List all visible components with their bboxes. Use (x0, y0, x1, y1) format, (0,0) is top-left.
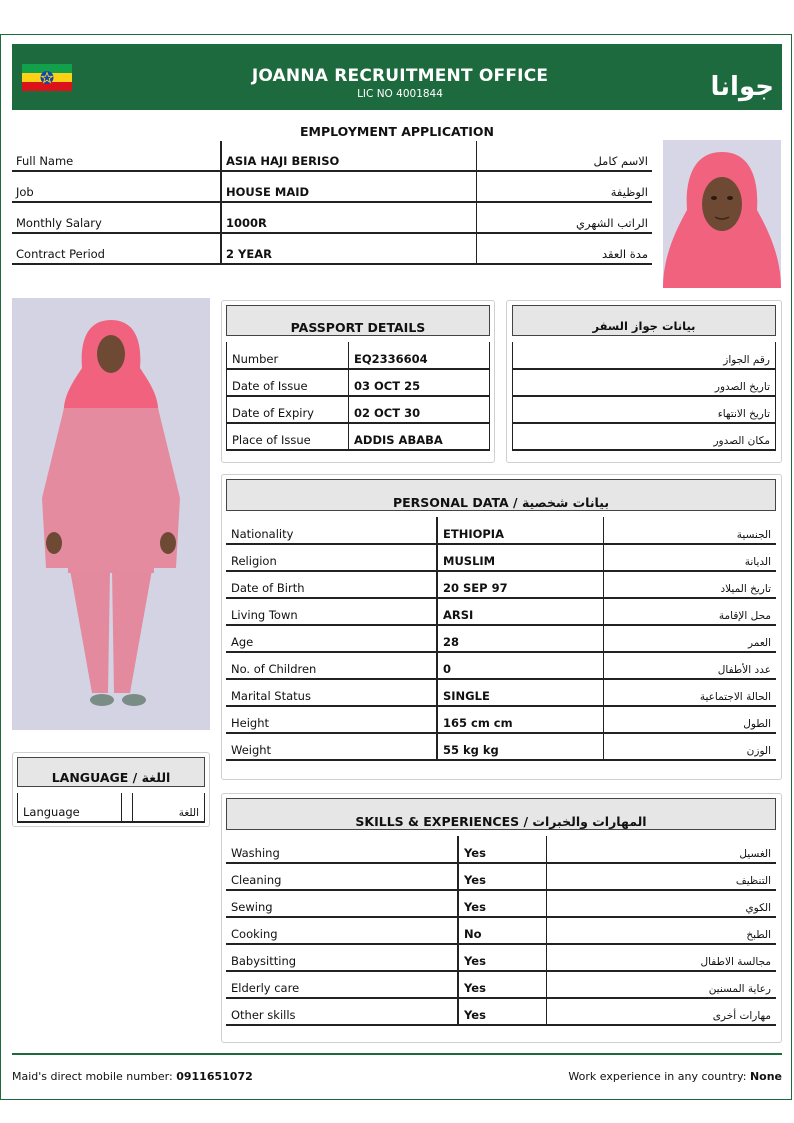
contract-value: 2 YEAR (221, 233, 477, 264)
language-ar: اللغة (133, 793, 205, 822)
experience-info (568, 1070, 782, 1083)
cleaning-ar: التنظيف (546, 863, 776, 890)
issue-date-label: Date of Issue (227, 369, 349, 396)
table-row (226, 733, 776, 760)
elderly-care-label: Elderly care (226, 971, 458, 998)
office-name: JOANNA RECRUITMENT OFFICE (251, 66, 549, 86)
full-name-value: ASIA HAJI BERISO (221, 141, 477, 171)
brand-block (240, 66, 560, 100)
cooking-value: No (458, 917, 546, 944)
nationality-value: ETHIOPIA (437, 517, 603, 544)
personal-table (226, 517, 776, 761)
expiry-date-label: Date of Expiry (227, 396, 349, 423)
sewing-value: Yes (458, 890, 546, 917)
language-label: Language (18, 793, 122, 822)
age-ar: العمر (603, 625, 776, 652)
salary-value: 1000R (221, 202, 477, 233)
dob-ar: تاريخ الميلاد (603, 571, 776, 598)
elderly-care-value: Yes (458, 971, 546, 998)
table-row (226, 652, 776, 679)
contract-label: Contract Period (12, 233, 221, 264)
language-title: LANGUAGE / اللغة (17, 757, 205, 787)
experience-value: None (749, 1070, 782, 1083)
salary-label: Monthly Salary (12, 202, 221, 233)
height-ar: الطول (603, 706, 776, 733)
table-row (227, 342, 490, 369)
religion-value: MUSLIM (437, 544, 603, 571)
passport-title: PASSPORT DETAILS (226, 305, 490, 336)
table-row (226, 706, 776, 733)
table-row (226, 625, 776, 652)
table-row (18, 793, 205, 822)
skills-table (226, 836, 776, 1026)
weight-label: Weight (226, 733, 437, 760)
elderly-care-ar: رعاية المسنين (546, 971, 776, 998)
table-row (226, 971, 776, 998)
table-row (513, 342, 776, 369)
table-row (226, 890, 776, 917)
table-row (226, 544, 776, 571)
other-skills-label: Other skills (226, 998, 458, 1025)
table-row (226, 917, 776, 944)
issue-date-ar: تاريخ الصدور (513, 369, 776, 396)
age-label: Age (226, 625, 437, 652)
table-row (12, 171, 652, 202)
passport-ar-table (512, 342, 776, 451)
washing-value: Yes (458, 836, 546, 863)
issue-date-value: 03 OCT 25 (349, 369, 490, 396)
table-row (12, 202, 652, 233)
cooking-label: Cooking (226, 917, 458, 944)
passport-title-ar: بيانات جواز السفر (512, 305, 776, 336)
washing-ar: الغسيل (546, 836, 776, 863)
table-row (226, 998, 776, 1025)
full-body-photo (12, 298, 210, 730)
sewing-ar: الكوي (546, 890, 776, 917)
height-value: 165 cm cm (437, 706, 603, 733)
salary-ar: الراتب الشهري (477, 202, 653, 233)
marital-value: SINGLE (437, 679, 603, 706)
cleaning-label: Cleaning (226, 863, 458, 890)
job-value: HOUSE MAID (221, 171, 477, 202)
passport-number-value: EQ2336604 (349, 342, 490, 369)
babysitting-ar: مجالسة الاطفال (546, 944, 776, 971)
issue-place-ar: مكان الصدور (513, 423, 776, 450)
children-value: 0 (437, 652, 603, 679)
washing-label: Washing (226, 836, 458, 863)
passport-number-label: Number (227, 342, 349, 369)
weight-value: 55 kg kg (437, 733, 603, 760)
table-row (513, 396, 776, 423)
full-name-ar: الاسم كامل (477, 141, 653, 171)
dob-label: Date of Birth (226, 571, 437, 598)
nationality-label: Nationality (226, 517, 437, 544)
religion-ar: الديانة (603, 544, 776, 571)
babysitting-value: Yes (458, 944, 546, 971)
table-row (513, 369, 776, 396)
age-value: 28 (437, 625, 603, 652)
job-label: Job (12, 171, 221, 202)
license-number: LIC NO 4001844 (357, 88, 443, 100)
skills-title: SKILLS & EXPERIENCES / المهارات والخبرات (226, 798, 776, 830)
religion-label: Religion (226, 544, 437, 571)
other-skills-value: Yes (458, 998, 546, 1025)
nationality-ar: الجنسية (603, 517, 776, 544)
table-row (12, 233, 652, 264)
table-row (226, 517, 776, 544)
height-label: Height (226, 706, 437, 733)
passport-number-ar: رقم الجواز (513, 342, 776, 369)
other-skills-ar: مهارات أخرى (546, 998, 776, 1025)
children-label: No. of Children (226, 652, 437, 679)
passport-table (226, 342, 490, 451)
table-row (226, 944, 776, 971)
language-table (17, 793, 205, 823)
cooking-ar: الطبخ (546, 917, 776, 944)
table-row (227, 423, 490, 450)
job-ar: الوظيفة (477, 171, 653, 202)
issue-place-value: ADDIS ABABA (349, 423, 490, 450)
table-row (226, 598, 776, 625)
sewing-label: Sewing (226, 890, 458, 917)
personal-title: PERSONAL DATA / بيانات شخصية (226, 479, 776, 511)
babysitting-label: Babysitting (226, 944, 458, 971)
table-row (226, 679, 776, 706)
experience-label: Work experience in any country: (568, 1070, 747, 1083)
issue-place-label: Place of Issue (227, 423, 349, 450)
marital-label: Marital Status (226, 679, 437, 706)
town-label: Living Town (226, 598, 437, 625)
contract-ar: مدة العقد (477, 233, 653, 264)
table-row (226, 863, 776, 890)
expiry-date-ar: تاريخ الانتهاء (513, 396, 776, 423)
mobile-value: 0911651072 (176, 1070, 253, 1083)
children-ar: عدد الأطفال (603, 652, 776, 679)
table-row (227, 369, 490, 396)
town-ar: محل الإقامة (603, 598, 776, 625)
town-value: ARSI (437, 598, 603, 625)
mobile-label: Maid's direct mobile number: (12, 1070, 173, 1083)
table-row (513, 423, 776, 450)
marital-ar: الحالة الاجتماعية (603, 679, 776, 706)
cleaning-value: Yes (458, 863, 546, 890)
mobile-info (12, 1070, 253, 1083)
table-row (226, 571, 776, 598)
dob-value: 20 SEP 97 (437, 571, 603, 598)
arabic-brand: جوانا (710, 72, 774, 102)
top-info-table (12, 141, 652, 265)
weight-ar: الوزن (603, 733, 776, 760)
expiry-date-value: 02 OCT 30 (349, 396, 490, 423)
table-row (12, 141, 652, 171)
ethiopia-flag-icon (22, 64, 72, 91)
full-name-label: Full Name (12, 141, 221, 171)
table-row (226, 836, 776, 863)
footer-divider (12, 1053, 782, 1055)
table-row (227, 396, 490, 423)
face-photo (663, 140, 781, 288)
application-title: EMPLOYMENT APPLICATION (300, 124, 494, 139)
language-value (122, 793, 133, 822)
